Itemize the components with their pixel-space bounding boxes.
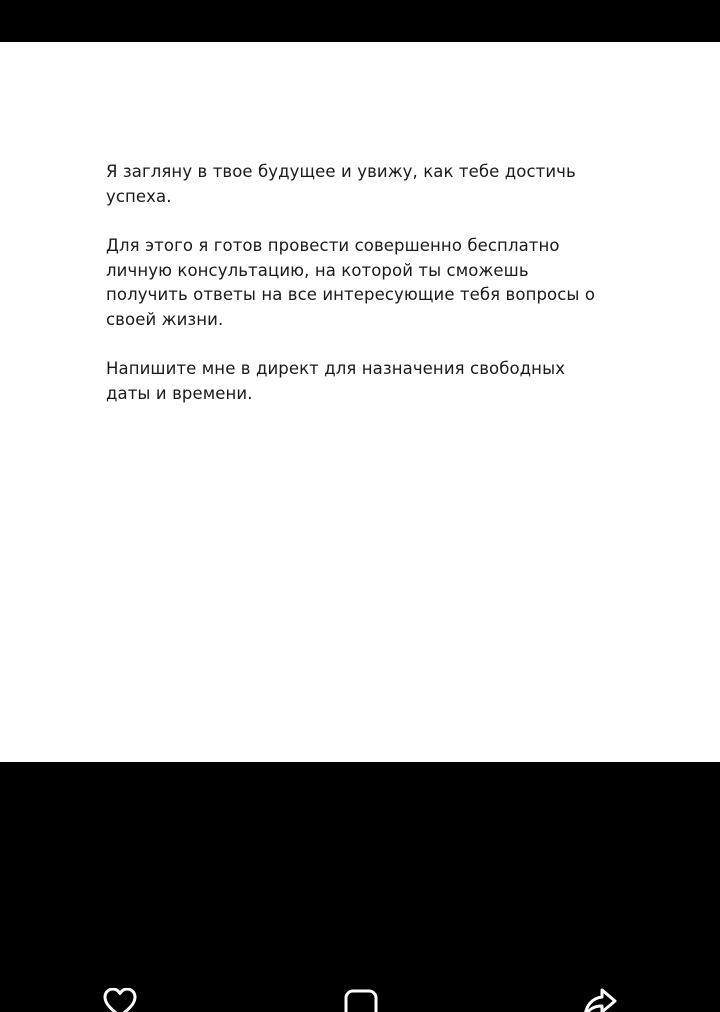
- story-card: [0, 42, 720, 762]
- bottom-area: [0, 762, 720, 1012]
- comment-icon: [343, 988, 379, 1012]
- story-paragraph-1: Я загляну в твое будущее и увижу, как тебе достичь успеха.: [106, 162, 576, 206]
- heart-icon: [102, 988, 138, 1012]
- top-bar: [0, 0, 720, 42]
- story-paragraph-3: Напишите мне в директ для назначения свободных даты и времени.: [106, 359, 566, 403]
- like-button[interactable]: [102, 988, 138, 1012]
- story-paragraph-2: Для этого я готов провести совершенно бесплатно личную консультацию, на которой ты сможешь получить ответы на все интересующие тебя вопросы о своей жизни.: [106, 236, 596, 329]
- story-text: [106, 160, 626, 431]
- share-icon: [582, 988, 618, 1012]
- share-button[interactable]: [582, 988, 618, 1012]
- comment-button[interactable]: [343, 988, 379, 1012]
